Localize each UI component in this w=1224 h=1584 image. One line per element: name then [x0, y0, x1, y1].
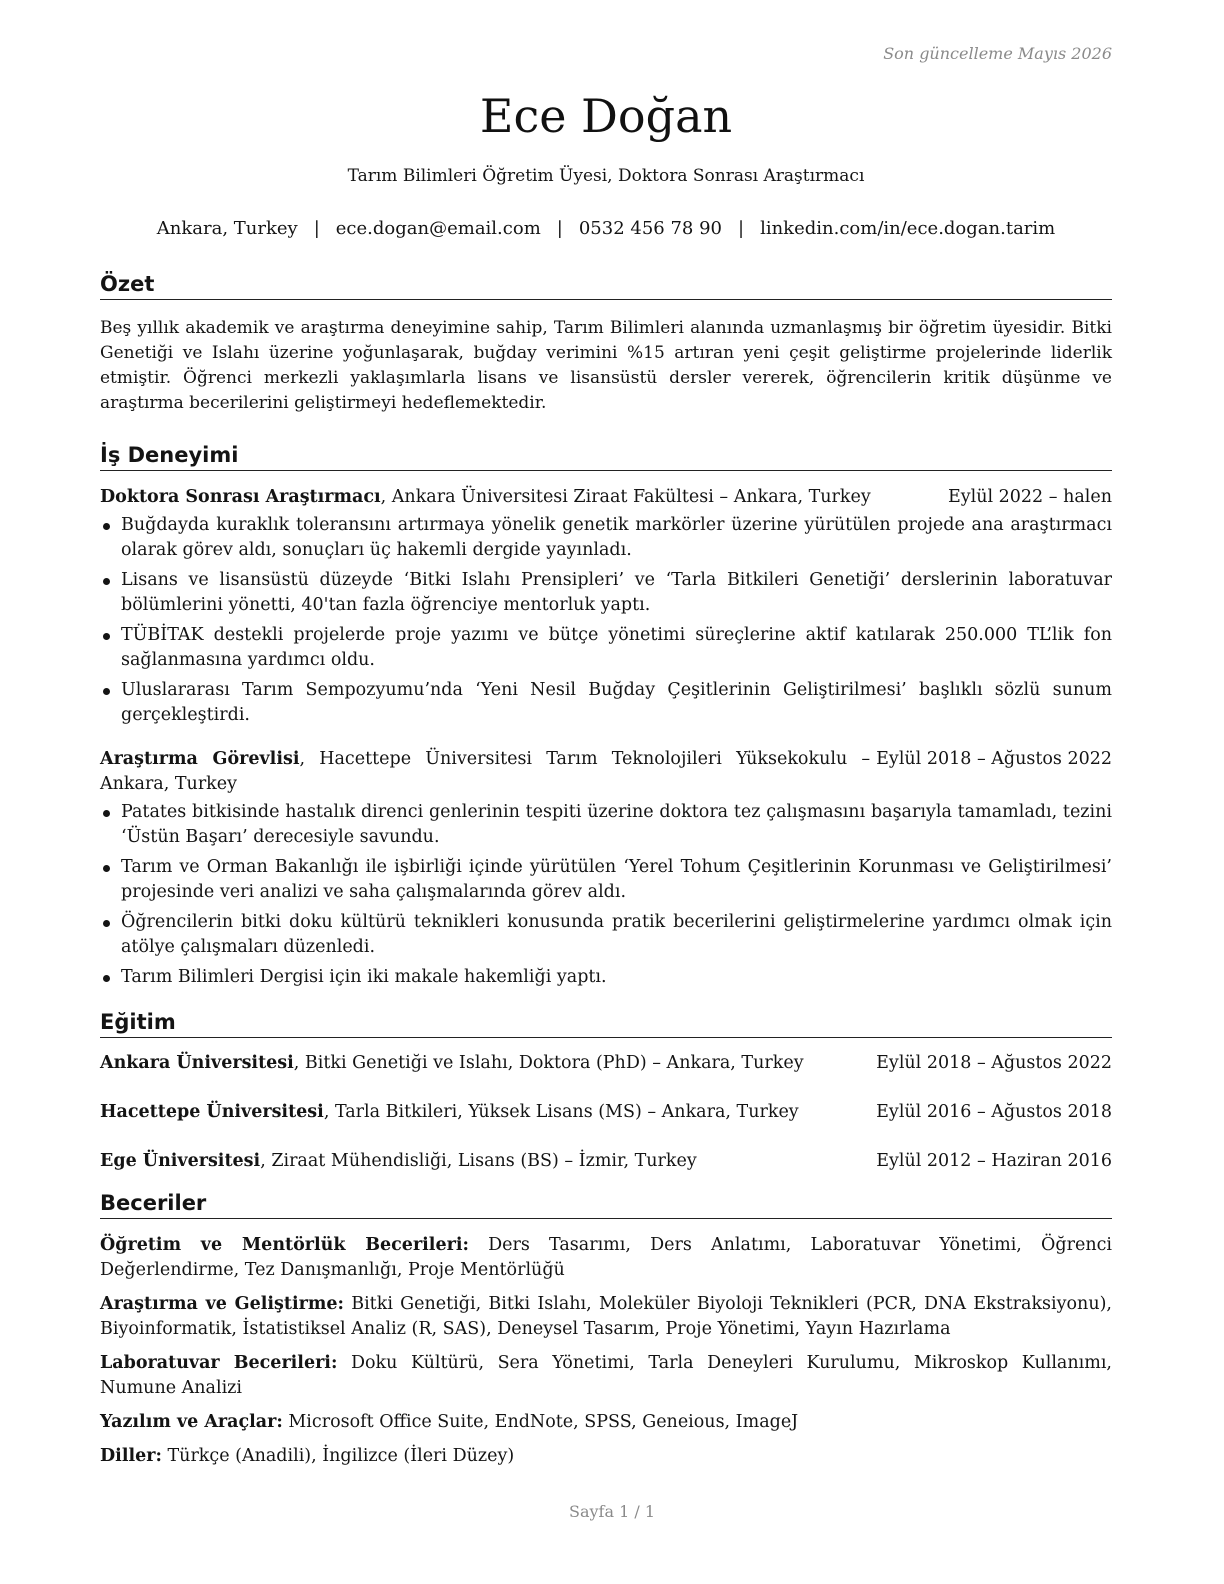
- job-bullets: [100, 800, 1112, 990]
- education-item: [100, 1051, 1112, 1076]
- education-item: [100, 1100, 1112, 1125]
- page-number-footer: Sayfa 1 / 1: [568, 1502, 655, 1521]
- job-bullet: Tarım Bilimleri Dergisi için iki makale hakemliği yaptı.: [100, 965, 1112, 990]
- education-school-detail: [100, 1100, 799, 1125]
- last-updated-note: Son güncelleme Mayıs 2026: [883, 44, 1112, 63]
- candidate-title: Tarım Bilimleri Öğretim Üyesi, Doktora Sonrası Araştırmacı: [347, 166, 865, 186]
- candidate-name: Ece Doğan: [479, 89, 733, 143]
- skill-value: Doku Kültürü, Sera Yönetimi, Tarla Deneyleri Kurulumu, Mikroskop Kullanımı, Numune Analizi: [100, 1353, 1112, 1398]
- section-title-skills: Beceriler: [100, 1189, 1112, 1219]
- skill-value: Türkçe (Anadili), İngilizce (İleri Düzey): [161, 1446, 515, 1466]
- skill-group: [100, 1444, 1112, 1469]
- skill-group: [100, 1292, 1112, 1342]
- job-role-org: [100, 747, 870, 797]
- contact-phone[interactable]: 0532 456 78 90: [578, 218, 722, 239]
- job-bullets: [100, 513, 1112, 728]
- skills-list: [100, 1233, 1112, 1469]
- skill-group: [100, 1351, 1112, 1401]
- skill-value: Ders Tasarımı, Ders Anlatımı, Laboratuvar Yönetimi, Öğrenci Değerlendirme, Tez Danışmanlığı, Proje Mentörlüğü: [100, 1235, 1112, 1280]
- job-header: [100, 747, 1112, 797]
- job-bullet: Uluslararası Tarım Sempozyumu’nda ‘Yeni Nesil Buğday Çeşitlerinin Geliştirilmesi’ başlıklı sözlü sunum gerçekleştirdi.: [100, 678, 1112, 728]
- education-dates: Eylül 2012 – Haziran 2016: [876, 1151, 1112, 1171]
- skill-label: Öğretim ve Mentörlük Becerileri:: [100, 1235, 469, 1255]
- education-item: [100, 1149, 1112, 1174]
- education-detail: , Ziraat Mühendisliği, Lisans (BS) – İzmir, Turkey: [260, 1151, 697, 1171]
- skill-label: Diller:: [100, 1446, 162, 1466]
- education-detail: , Bitki Genetiği ve Islahı, Doktora (PhD) – Ankara, Turkey: [293, 1053, 804, 1073]
- job-role-org: [100, 485, 871, 510]
- section-title-summary: Özet: [100, 270, 1112, 300]
- job-dates: Eylül 2018 – Ağustos 2022: [876, 749, 1112, 769]
- skill-label: Araştırma ve Geliştirme:: [100, 1294, 344, 1314]
- contact-line: [100, 218, 1112, 239]
- job-org: , Hacettepe Üniversitesi Tarım Teknolojileri Yüksekokulu – Ankara, Turkey: [100, 749, 871, 794]
- skill-value: Bitki Genetiği, Bitki Islahı, Moleküler Biyoloji Teknikleri (PCR, DNA Ekstraksiyonu), Biyoinformatik, İstatistiksel Analiz (R, SAS), Deneysel Tasarım, Proje Yönetimi, Yayın Hazırlama: [100, 1294, 1112, 1339]
- education-dates: Eylül 2016 – Ağustos 2018: [876, 1102, 1112, 1122]
- skill-group: [100, 1410, 1112, 1435]
- resume-body: [100, 270, 1112, 1478]
- summary-text: Beş yıllık akademik ve araştırma deneyimine sahip, Tarım Bilimleri alanında uzmanlaşmış bir öğretim üyesidir. Bitki Genetiği ve Islahı üzerine yoğunlaşarak, buğday verimini %15 artıran yeni çeşit geliştirme projelerinde liderlik etmiştir. Öğrenci merkezli yaklaşımlarla lisans ve lisansüstü dersler vererek, öğrencilerin kritik düşünme ve araştırma becerilerini geliştirmeyi hedeflemektedir.: [100, 318, 1112, 413]
- job-entry: [100, 747, 1112, 990]
- contact-linkedin[interactable]: linkedin.com/in/ece.dogan.tarim: [760, 218, 1056, 239]
- contact-separator: |: [313, 218, 320, 239]
- job-role: Araştırma Görevlisi: [100, 749, 300, 769]
- job-bullet: Buğdayda kuraklık toleransını artırmaya yönelik genetik markörler üzerine yürütülen projede ana araştırmacı olarak görev aldı, sonuçları üç hakemli dergide yayınladı.: [100, 513, 1112, 563]
- job-bullet: TÜBİTAK destekli projelerde proje yazımı ve bütçe yönetimi süreçlerine aktif katılarak 250.000 TL’lik fon sağlanmasına yardımcı oldu.: [100, 623, 1112, 673]
- education-school: Hacettepe Üniversitesi: [100, 1102, 324, 1122]
- skill-label: Laboratuvar Becerileri:: [100, 1353, 338, 1373]
- job-bullet: Patates bitkisinde hastalık direnci genlerinin tespiti üzerine doktora tez çalışmasını başarıyla tamamladı, tezini ‘Üstün Başarı’ derecesiyle savundu.: [100, 800, 1112, 850]
- job-org: , Ankara Üniversitesi Ziraat Fakültesi – Ankara, Turkey: [380, 487, 871, 507]
- skill-value: Microsoft Office Suite, EndNote, SPSS, Geneious, ImageJ: [282, 1412, 799, 1432]
- job-bullet: Tarım ve Orman Bakanlığı ile işbirliği içinde yürütülen ‘Yerel Tohum Çeşitlerinin Korunması ve Geliştirilmesi’ projesinde veri analizi ve saha çalışmalarında görev aldı.: [100, 855, 1112, 905]
- education-detail: , Tarla Bitkileri, Yüksek Lisans (MS) – Ankara, Turkey: [323, 1102, 799, 1122]
- skill-group: [100, 1233, 1112, 1283]
- contact-separator: |: [556, 218, 563, 239]
- education-school: Ege Üniversitesi: [100, 1151, 261, 1171]
- contact-separator: |: [738, 218, 745, 239]
- job-bullet: Lisans ve lisansüstü düzeyde ‘Bitki Islahı Prensipleri’ ve ‘Tarla Bitkileri Genetiği’ derslerinin laboratuvar bölümlerini yönetti, 40'tan fazla öğrenciye mentorluk yaptı.: [100, 568, 1112, 618]
- section-title-experience: İş Deneyimi: [100, 441, 1112, 471]
- section-title-education: Eğitim: [100, 1008, 1112, 1038]
- job-bullet: Öğrencilerin bitki doku kültürü teknikleri konusunda pratik becerilerini geliştirmelerine yardımcı olmak için atölye çalışmaları düzenledi.: [100, 910, 1112, 960]
- job-entry: [100, 485, 1112, 728]
- job-dates: Eylül 2022 – halen: [947, 487, 1112, 507]
- education-dates: Eylül 2018 – Ağustos 2022: [876, 1053, 1112, 1073]
- job-role: Doktora Sonrası Araştırmacı: [100, 487, 381, 507]
- contact-location: Ankara, Turkey: [156, 218, 298, 239]
- contact-email[interactable]: ece.dogan@email.com: [335, 218, 541, 239]
- skill-label: Yazılım ve Araçlar:: [100, 1412, 283, 1432]
- education-school: Ankara Üniversitesi: [100, 1053, 294, 1073]
- education-school-detail: [100, 1051, 804, 1076]
- job-header: [100, 485, 1112, 510]
- education-school-detail: [100, 1149, 697, 1174]
